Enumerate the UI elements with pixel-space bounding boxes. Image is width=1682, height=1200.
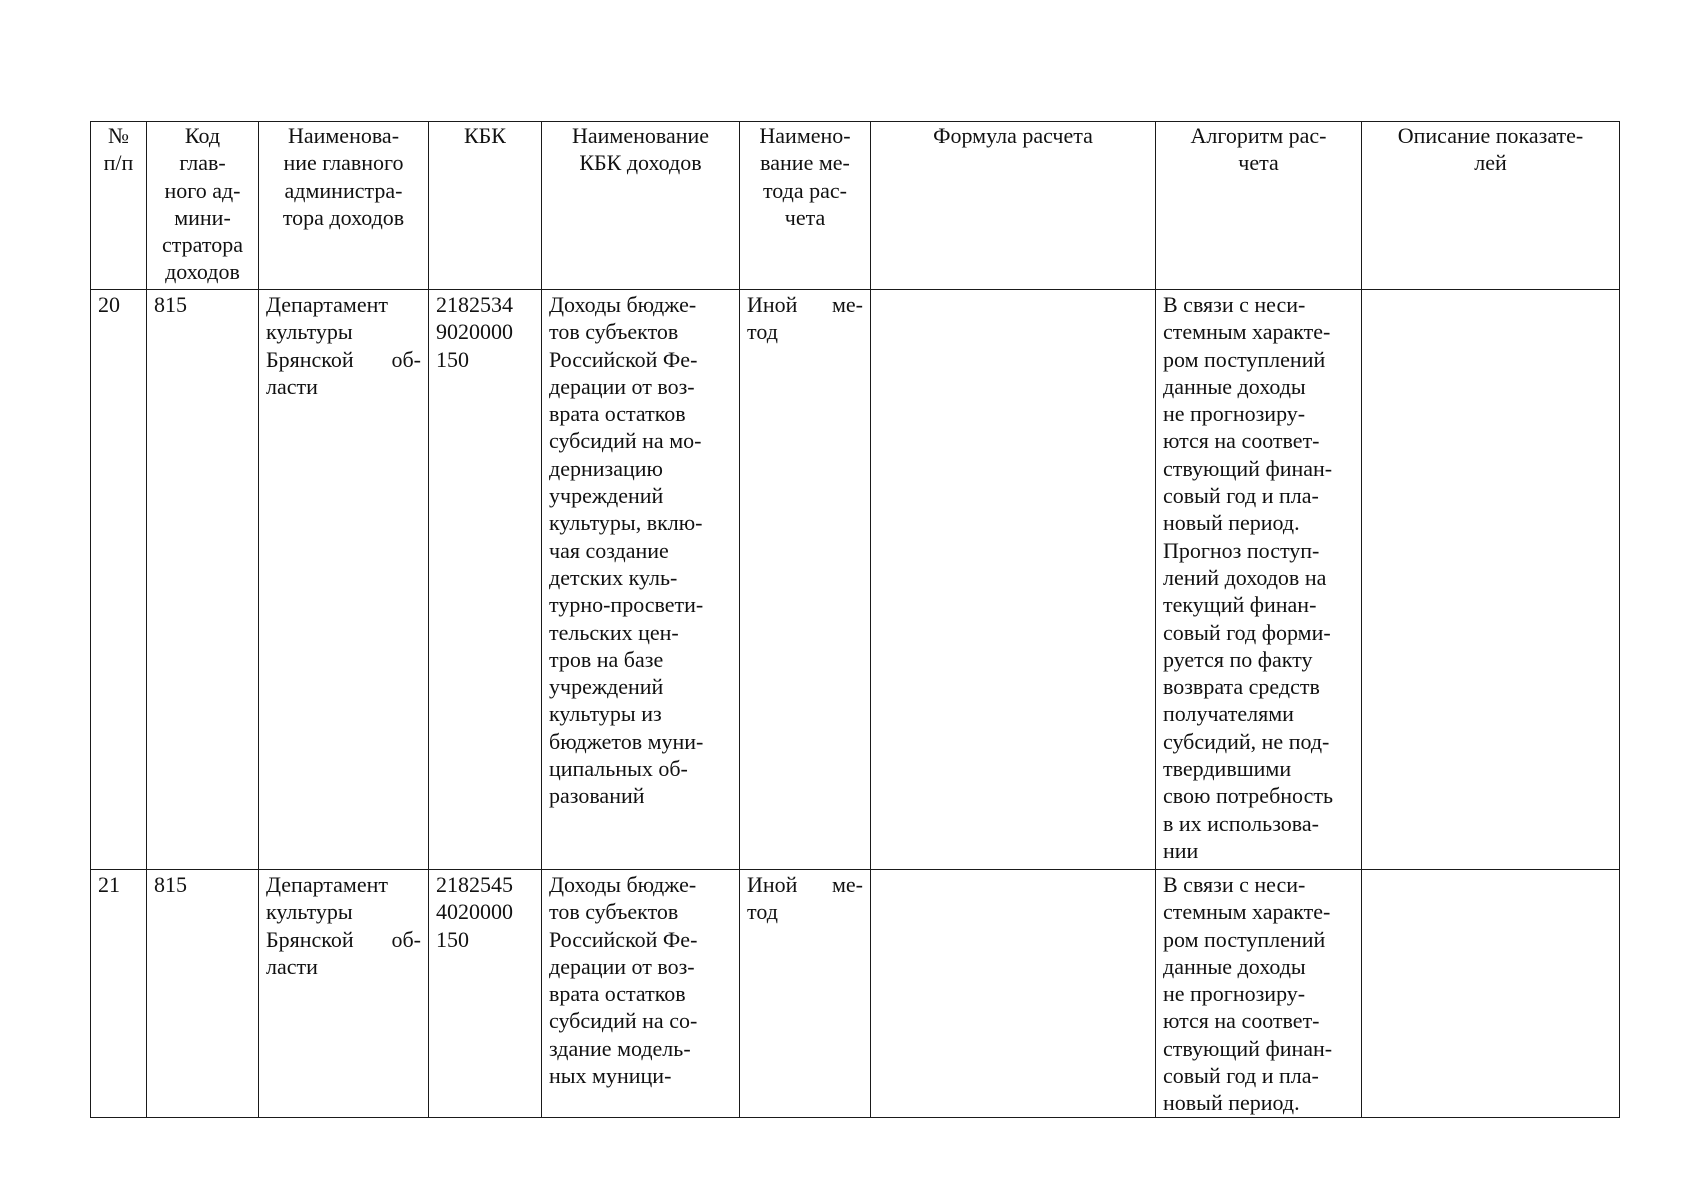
cell-line: ного ад- bbox=[164, 177, 241, 203]
cell-line: культуры, вклю- bbox=[549, 510, 703, 536]
cell-algorithm bbox=[1156, 290, 1362, 870]
cell-kbk bbox=[429, 290, 542, 870]
cell-line: тод bbox=[747, 899, 778, 925]
revenue-forecast-table bbox=[90, 121, 1620, 1118]
cell-line: 2182545 bbox=[436, 872, 513, 897]
cell-line: возврата средств bbox=[1163, 674, 1320, 700]
cell-line: дерации от воз- bbox=[549, 373, 695, 399]
table-row bbox=[91, 870, 1620, 1118]
cell-line: Департамент bbox=[266, 292, 389, 317]
cell-line: мини- bbox=[174, 204, 231, 230]
cell-line: вание ме- bbox=[760, 150, 850, 176]
cell-kbk-name bbox=[542, 290, 740, 870]
cell-line: тов субъектов bbox=[549, 899, 679, 925]
cell-line: КБК bbox=[464, 123, 506, 148]
cell-kbk bbox=[429, 870, 542, 1118]
header-number bbox=[91, 122, 147, 290]
cell-line: чета bbox=[1238, 150, 1279, 176]
cell-line: 150 bbox=[436, 926, 469, 952]
cell-line: совый год форми- bbox=[1163, 619, 1331, 645]
cell-line: дерации от воз- bbox=[549, 953, 695, 979]
cell-line: здание модель- bbox=[549, 1035, 691, 1061]
header-kbk-name bbox=[542, 122, 740, 290]
cell-line: ствующий финан- bbox=[1163, 1035, 1333, 1061]
cell-line: ются на соответ- bbox=[1163, 428, 1320, 454]
cell-line: Наименование bbox=[571, 123, 710, 148]
cell-line: В связи с неси- bbox=[1163, 292, 1306, 317]
cell-line: стемным характе- bbox=[1163, 319, 1331, 345]
cell-line: культуры bbox=[266, 899, 353, 925]
cell-line: Формула расчета bbox=[933, 123, 1093, 148]
cell-admin-name bbox=[259, 870, 429, 1118]
cell-line: 4020000 bbox=[436, 899, 513, 925]
cell-line: Доходы бюдже- bbox=[549, 292, 697, 317]
header-method-name bbox=[740, 122, 871, 290]
header-formula bbox=[871, 122, 1156, 290]
cell-line: Брянской об- bbox=[266, 926, 421, 952]
cell-line: КБК доходов bbox=[579, 150, 702, 176]
cell-line: Код bbox=[184, 123, 221, 148]
cell-line: № bbox=[108, 123, 129, 148]
cell-line: разований bbox=[549, 783, 645, 809]
header-admin-code bbox=[147, 122, 259, 290]
cell-line: ципальных об- bbox=[549, 756, 688, 782]
cell-line: ются на соответ- bbox=[1163, 1008, 1320, 1034]
table-header-row bbox=[91, 122, 1620, 290]
cell-formula bbox=[871, 290, 1156, 870]
cell-line: получателями bbox=[1163, 701, 1294, 727]
cell-line: руется по факту bbox=[1163, 646, 1313, 672]
cell-line: врата остатков bbox=[549, 981, 686, 1007]
table-row bbox=[91, 290, 1620, 870]
cell-line: тов субъектов bbox=[549, 319, 679, 345]
cell-line: Наименова- bbox=[287, 123, 400, 148]
cell-line: твердившими bbox=[1163, 756, 1292, 782]
cell-admin-code: 815 bbox=[147, 870, 259, 1118]
cell-line: турно-просвети- bbox=[549, 592, 704, 618]
cell-line: 2182534 bbox=[436, 292, 513, 317]
cell-line: ствующий финан- bbox=[1163, 455, 1333, 481]
cell-description bbox=[1362, 870, 1620, 1118]
cell-line: лей bbox=[1474, 150, 1507, 176]
cell-line: Департамент bbox=[266, 872, 389, 897]
cell-method-name bbox=[740, 870, 871, 1118]
cell-number: 21 bbox=[91, 870, 147, 1118]
cell-line: тельских цен- bbox=[549, 619, 679, 645]
cell-line: учреждений bbox=[549, 674, 664, 700]
cell-method-name bbox=[740, 290, 871, 870]
cell-line: лений доходов на bbox=[1163, 564, 1327, 590]
cell-description bbox=[1362, 290, 1620, 870]
cell-line: врата остатков bbox=[549, 401, 686, 427]
cell-line: свою потребность bbox=[1163, 783, 1333, 809]
cell-line: Брянской об- bbox=[266, 346, 421, 372]
cell-line: новый период. bbox=[1163, 510, 1300, 536]
cell-line: Алгоритм рас- bbox=[1190, 123, 1327, 148]
cell-line: стратора bbox=[162, 232, 243, 258]
cell-line: глав- bbox=[179, 150, 226, 176]
cell-line: субсидий на со- bbox=[549, 1008, 698, 1034]
cell-line: Российской Фе- bbox=[549, 346, 698, 372]
cell-algorithm bbox=[1156, 870, 1362, 1118]
header-kbk bbox=[429, 122, 542, 290]
cell-line: не прогнозиру- bbox=[1163, 401, 1306, 427]
header-algorithm bbox=[1156, 122, 1362, 290]
cell-line: доходов bbox=[165, 259, 240, 285]
cell-line: тода рас- bbox=[762, 177, 847, 203]
cell-line: чета bbox=[784, 204, 826, 230]
cell-line: Иной ме- bbox=[747, 292, 863, 317]
cell-admin-code: 815 bbox=[147, 290, 259, 870]
cell-line: Доходы бюдже- bbox=[549, 872, 697, 897]
cell-line: субсидий на мо- bbox=[549, 428, 702, 454]
cell-line: тод bbox=[747, 319, 778, 345]
cell-line: культуры bbox=[266, 319, 353, 345]
cell-line: 9020000 bbox=[436, 319, 513, 345]
cell-line: субсидий, не под- bbox=[1163, 728, 1330, 754]
cell-line: в их использова- bbox=[1163, 810, 1319, 836]
cell-line: совый год и пла- bbox=[1163, 1063, 1319, 1089]
cell-line: В связи с неси- bbox=[1163, 872, 1306, 897]
cell-line: стемным характе- bbox=[1163, 899, 1331, 925]
cell-line: 150 bbox=[436, 346, 469, 372]
cell-admin-name bbox=[259, 290, 429, 870]
header-admin-name bbox=[259, 122, 429, 290]
cell-line: данные доходы bbox=[1163, 373, 1306, 399]
cell-line: ных муници- bbox=[549, 1063, 672, 1089]
cell-line: ром поступлений bbox=[1163, 926, 1326, 952]
cell-line: тров на базе bbox=[549, 646, 664, 672]
cell-line: ром поступлений bbox=[1163, 346, 1326, 372]
cell-line: учреждений bbox=[549, 483, 664, 509]
cell-formula bbox=[871, 870, 1156, 1118]
cell-line: ласти bbox=[266, 953, 318, 979]
cell-line: ние главного bbox=[283, 150, 404, 176]
cell-line: администра- bbox=[284, 177, 403, 203]
cell-line: п/п bbox=[103, 150, 134, 176]
cell-kbk-name bbox=[542, 870, 740, 1118]
cell-number: 20 bbox=[91, 290, 147, 870]
cell-line: чая создание bbox=[549, 537, 669, 563]
cell-line: Иной ме- bbox=[747, 872, 863, 897]
cell-line: Прогноз поступ- bbox=[1163, 537, 1320, 563]
cell-line: совый год и пла- bbox=[1163, 483, 1319, 509]
cell-line: культуры из bbox=[549, 701, 662, 727]
cell-line: Российской Фе- bbox=[549, 926, 698, 952]
cell-line: бюджетов муни- bbox=[549, 728, 704, 754]
cell-line: Описание показате- bbox=[1397, 123, 1584, 148]
cell-line: текущий финан- bbox=[1163, 592, 1317, 618]
cell-line: детских куль- bbox=[549, 564, 678, 590]
cell-line: ласти bbox=[266, 373, 318, 399]
cell-line: тора доходов bbox=[282, 204, 405, 230]
cell-line: данные доходы bbox=[1163, 953, 1306, 979]
cell-line: нии bbox=[1163, 837, 1199, 863]
cell-line: дернизацию bbox=[549, 455, 663, 481]
header-description bbox=[1362, 122, 1620, 290]
cell-line: новый период. bbox=[1163, 1090, 1300, 1116]
cell-line: Наимено- bbox=[759, 123, 851, 148]
cell-line: не прогнозиру- bbox=[1163, 981, 1306, 1007]
